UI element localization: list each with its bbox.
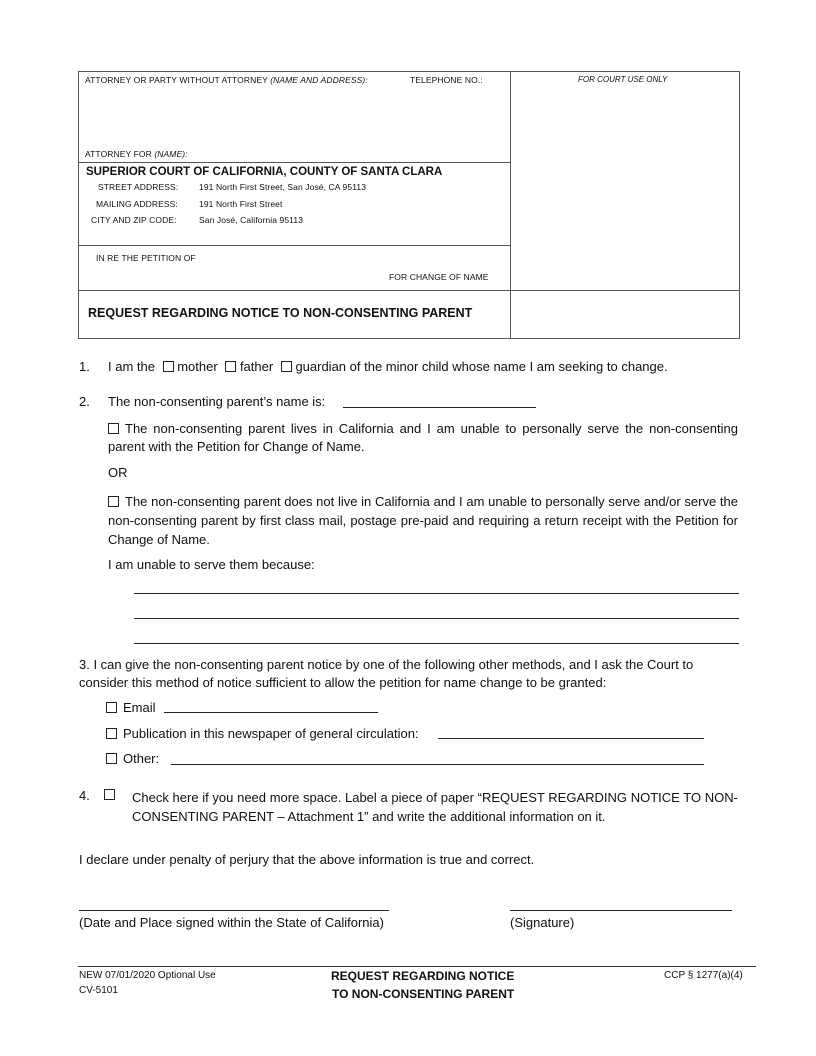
guardian-checkbox[interactable] bbox=[281, 361, 292, 372]
email-checkbox[interactable] bbox=[106, 702, 117, 713]
footer-title-1: REQUEST REGARDING NOTICE bbox=[331, 969, 515, 983]
item4-number: 4. bbox=[79, 788, 90, 803]
publication-checkbox[interactable] bbox=[106, 728, 117, 739]
item2-number: 2. bbox=[79, 394, 90, 409]
city-label: CITY AND ZIP CODE: bbox=[91, 215, 177, 225]
signature-line[interactable] bbox=[510, 910, 732, 911]
declaration: I declare under penalty of perjury that the above information is true and correct. bbox=[79, 852, 535, 867]
caption-vertical-divider bbox=[510, 71, 511, 339]
item2-option-b: The non-consenting parent does not live in California and I am unable to personally serve and/or serve the non-consenting parent by first class mail, postage pre-paid and requiring a return receipt with the Petition for Change of Name. bbox=[108, 494, 738, 547]
signature-label: (Signature) bbox=[510, 915, 575, 930]
reason-line-3[interactable] bbox=[134, 643, 739, 644]
form-title: REQUEST REGARDING NOTICE TO NON-CONSENTING PARENT bbox=[88, 306, 473, 320]
guardian-label: guardian of the minor child whose name I am seeking to change. bbox=[295, 359, 668, 374]
street-value: 191 North First Street, San José, CA 95113 bbox=[199, 182, 367, 192]
caption-divider-3 bbox=[78, 290, 740, 291]
or-label: OR bbox=[108, 465, 128, 480]
footer-rule bbox=[78, 966, 756, 967]
father-label: father bbox=[239, 359, 274, 374]
item3-intro: 3. I can give the non-consenting parent notice by one of the following other methods, and I ask the Court to consider this method of notice sufficient to allow the petition for name change to be granted: bbox=[79, 657, 694, 690]
item1-prefix: I am the bbox=[108, 359, 155, 374]
other-label: Other: bbox=[123, 751, 160, 766]
other-checkbox[interactable] bbox=[106, 753, 117, 764]
email-label: Email bbox=[123, 700, 156, 715]
more-space-checkbox[interactable] bbox=[104, 789, 115, 800]
option-a-checkbox[interactable] bbox=[108, 423, 119, 434]
attorney-for-label: ATTORNEY FOR (NAME): bbox=[85, 149, 188, 159]
other-field[interactable] bbox=[171, 764, 704, 765]
court-use-label: FOR COURT USE ONLY bbox=[578, 75, 668, 84]
publication-field[interactable] bbox=[438, 738, 704, 739]
city-value: San José, California 95113 bbox=[199, 215, 304, 225]
telephone-label: TELEPHONE NO.: bbox=[410, 75, 483, 85]
option-b-checkbox[interactable] bbox=[108, 496, 119, 507]
publication-label: Publication in this newspaper of general circulation: bbox=[123, 726, 419, 741]
item1-row bbox=[108, 359, 668, 374]
attorney-label: ATTORNEY OR PARTY WITHOUT ATTORNEY (NAME AND ADDRESS): bbox=[85, 75, 368, 85]
reason-label: I am unable to serve them because: bbox=[108, 557, 315, 572]
mother-label: mother bbox=[177, 359, 218, 374]
date-place-line[interactable] bbox=[79, 910, 389, 911]
publication-row bbox=[106, 726, 419, 741]
parent-name-label: The non-consenting parent’s name is: bbox=[108, 394, 326, 409]
mailing-label: MAILING ADDRESS: bbox=[96, 199, 178, 209]
father-checkbox[interactable] bbox=[225, 361, 236, 372]
item4-text: Check here if you need more space. Label a piece of paper “REQUEST REGARDING NOTICE TO NON-CONSENTING PARENT – Attachment 1” and write the additional information on it. bbox=[132, 790, 738, 824]
mailing-value: 191 North First Street bbox=[199, 199, 283, 209]
change-of-name-label: FOR CHANGE OF NAME bbox=[389, 272, 489, 282]
parent-name-field[interactable] bbox=[343, 407, 536, 408]
footer-left-1: NEW 07/01/2020 Optional Use bbox=[79, 970, 216, 981]
court-name: SUPERIOR COURT OF CALIFORNIA, COUNTY OF SANTA CLARA bbox=[86, 166, 443, 178]
email-row bbox=[106, 700, 156, 715]
footer-title-2: TO NON-CONSENTING PARENT bbox=[332, 987, 515, 1001]
email-field[interactable] bbox=[164, 712, 378, 713]
footer-citation: CCP § 1277(a)(4) bbox=[664, 970, 743, 981]
mother-checkbox[interactable] bbox=[163, 361, 174, 372]
reason-line-1[interactable] bbox=[134, 593, 739, 594]
caption-divider-2 bbox=[78, 245, 511, 246]
footer-left-2: CV-5101 bbox=[79, 985, 118, 996]
item1-number: 1. bbox=[79, 359, 90, 374]
item2-option-a: The non-consenting parent lives in California and I am unable to personally serve the non-consenting parent with the Petition for Change of Name. bbox=[108, 421, 738, 454]
reason-line-2[interactable] bbox=[134, 618, 739, 619]
street-label: STREET ADDRESS: bbox=[98, 182, 179, 192]
other-row bbox=[106, 751, 159, 766]
date-place-label: (Date and Place signed within the State of California) bbox=[79, 915, 384, 930]
petition-of-label: IN RE THE PETITION OF bbox=[96, 253, 196, 263]
caption-divider-1 bbox=[78, 162, 511, 163]
